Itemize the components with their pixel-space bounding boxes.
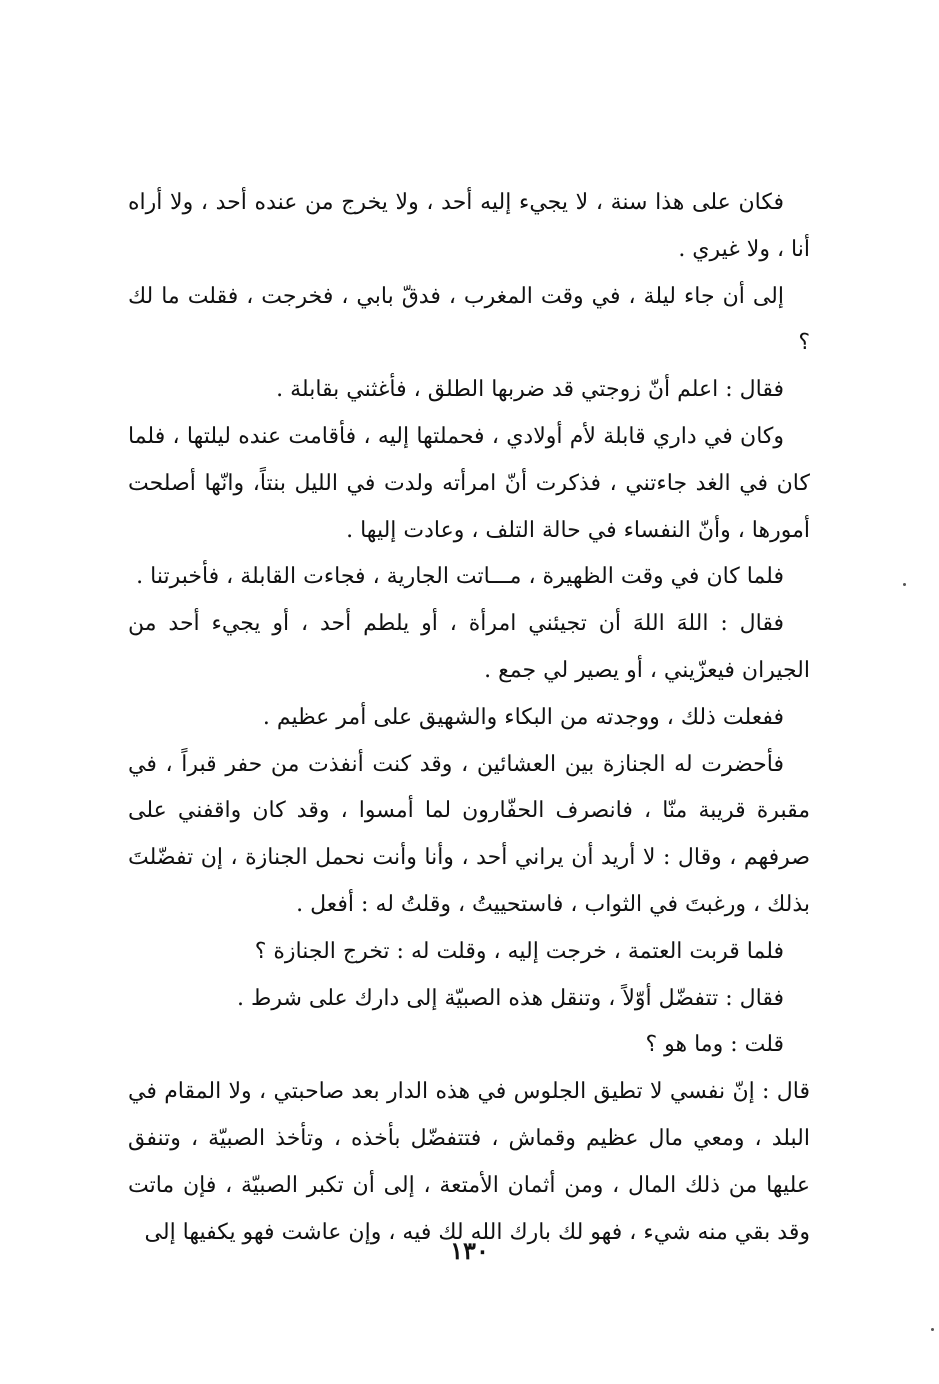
scan-speck [931,1328,934,1331]
paragraph-2: إلى أن جاء ليلة ، في وقت المغرب ، فدقّ بابي ، فخرجت ، فقلت ما لك ؟ [128,283,810,356]
paragraph-7: ففعلت ذلك ، ووجدته من البكاء والشهيق على أمر عظيم . [262,704,784,730]
page-number: ١٣٠ [450,1236,489,1265]
paragraph-9: فلما قربت العتمة ، خرجت إليه ، وقلت له : تخرج الجنازة ؟ [254,938,784,964]
paragraph-6: فقال : اللهَ اللهَ أن تجيئني امرأة ، أو يلطم أحد ، أو يجيء أحد من الجيران فيعزّيني ، أو يصير لي جمع . [128,611,810,683]
paragraph-10: فقال : تتفضّل أوّلاً ، وتنقل هذه الصبيّة إلى دارك على شرط . [237,985,784,1011]
paragraph-3: فقال : اعلم أنّ زوجتي قد ضربها الطلق ، فأغثني بقابلة . [276,377,784,403]
paragraph-12: قال : إنّ نفسي لا تطيق الجلوس في هذه الدار بعد صاحبتي ، ولا المقام في البلد ، ومعي مال عظيم وقماش ، فتتفضّل بأخذه ، وتأخذ الصبيّة ، وتنفق عليها من ذلك المال ، ومن أثمان الأمتعة ، إلى أن تكبر الصبيّة ، فإن ماتت وقد بقي منه شيء ، فهو لك بارك الله لك فيه ، وإن عاشت فهو يكفيها إلى [128,1079,810,1245]
paragraph-1: فكان على هذا سنة ، لا يجيء إليه أحد ، ولا يخرج من عنده أحد ، ولا أراه أنا ، ولا غيري . [128,190,810,262]
paragraph-4: وكان في داري قابلة لأم أولادي ، فحملتها إليه ، فأقامت عنده ليلتها ، فلما كان في الغد جاءتني ، فذكرت أنّ امرأته ولدت في الليل بنتاً، وانّها أصلحت أمورها ، وأنّ النفساء في حالة التلف ، وعادت إليها . [128,423,810,543]
paragraph-11: قلت : وما هو ؟ [645,1032,784,1058]
paragraph-5: فلما كان في وقت الظهيرة ، مـــاتت الجارية ، فجاءت القابلة ، فأخبرتنا . [136,564,784,590]
scan-speck [903,583,906,586]
paragraph-8: فأحضرت له الجنازة بين العشائين ، وقد كنت أنفذت من حفر قبراً ، في مقبرة قريبة منّا ، فانصرف الحفّارون لما أمسوا ، وقد كان واقفني على صرفهم ، وقال : لا أريد أن يراني أحد ، وأنا وأنت نحمل الجنازة ، إن تفضّلتَ بذلك ، ورغبتَ في الثواب ، فاستحييتُ ، وقلتُ له : أفعل . [128,751,810,917]
body-text [128,180,810,1256]
